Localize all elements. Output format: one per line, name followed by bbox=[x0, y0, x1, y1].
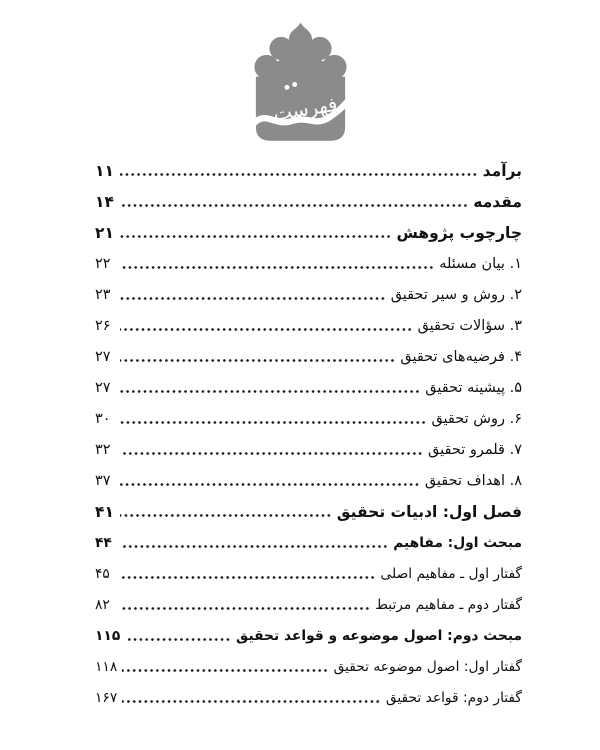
toc-entry-label: ۶. روش تحقیق bbox=[431, 410, 522, 427]
dotted-leader bbox=[120, 227, 391, 239]
toc-entry-page-number: ۲۱ bbox=[95, 223, 114, 242]
toc-entry-label: فصل اول: ادبیات تحقیق bbox=[336, 502, 522, 521]
toc-entry bbox=[95, 558, 522, 589]
toc-entry-label: گفتار دوم ـ مفاهیم مرتبط bbox=[375, 596, 522, 613]
dotted-leader bbox=[120, 506, 332, 518]
toc-entry bbox=[95, 310, 522, 341]
dotted-leader bbox=[120, 537, 388, 549]
dotted-leader bbox=[120, 165, 478, 177]
dotted-leader bbox=[120, 475, 420, 487]
toc-entry bbox=[95, 279, 522, 310]
dotted-leader bbox=[120, 444, 423, 456]
toc-entry-label: مبحث دوم: اصول موضوعه و قواعد تحقیق bbox=[236, 627, 522, 644]
toc-entry bbox=[95, 589, 522, 620]
toc-entry-label: چارچوب پژوهش bbox=[396, 223, 522, 242]
toc-entry bbox=[95, 341, 522, 372]
dotted-leader bbox=[120, 568, 376, 580]
toc-entry-page-number: ۱۱ bbox=[95, 161, 114, 180]
toc-entry bbox=[95, 465, 522, 496]
dotted-leader bbox=[120, 599, 370, 611]
toc-header-ornament bbox=[0, 0, 600, 143]
toc-entry-page-number: ۱۶۷ bbox=[95, 689, 118, 706]
toc-entry-label: ۱. بیان مسئله bbox=[439, 255, 522, 272]
toc-entry-label: ۳. سؤالات تحقیق bbox=[417, 317, 522, 334]
toc-entry bbox=[95, 651, 522, 682]
toc-entry bbox=[95, 403, 522, 434]
toc-entry-page-number: ۱۱۸ bbox=[95, 658, 118, 675]
toc-entry-label: برآمد bbox=[482, 161, 522, 180]
toc-entry-label: مقدمه bbox=[473, 192, 522, 211]
toc-entry bbox=[95, 496, 522, 527]
toc-entry bbox=[95, 682, 522, 713]
toc-entry-page-number: ۲۷ bbox=[95, 348, 111, 365]
toc-entry-page-number: ۴۵ bbox=[95, 565, 110, 582]
dome-ornament-icon bbox=[252, 22, 349, 143]
toc-entry-page-number: ۸۲ bbox=[95, 596, 110, 613]
toc-entry-page-number: ۳۰ bbox=[95, 410, 111, 427]
toc-entry-label: ۵. پیشینه تحقیق bbox=[425, 379, 522, 396]
toc-entry bbox=[95, 527, 522, 558]
dotted-leader bbox=[120, 258, 434, 270]
dotted-leader bbox=[122, 661, 328, 673]
toc-entry-page-number: ۱۱۵ bbox=[95, 627, 121, 644]
toc-entry bbox=[95, 248, 522, 279]
toc-entry bbox=[95, 434, 522, 465]
toc-entry-page-number: ۲۶ bbox=[95, 317, 111, 334]
dotted-leader bbox=[120, 196, 468, 208]
toc-list bbox=[95, 155, 522, 713]
toc-entry-page-number: ۳۲ bbox=[95, 441, 111, 458]
dotted-leader bbox=[120, 289, 386, 301]
toc-entry bbox=[95, 372, 522, 403]
toc-entry-page-number: ۲۷ bbox=[95, 379, 111, 396]
toc-entry-label: ۴. فرضیه‌های تحقیق bbox=[400, 348, 522, 365]
toc-entry-page-number: ۳۷ bbox=[95, 472, 111, 489]
toc-entry bbox=[95, 186, 522, 217]
toc-entry-label: گفتار دوم: قواعد تحقیق bbox=[385, 689, 522, 706]
toc-entry-page-number: ۲۳ bbox=[95, 286, 111, 303]
toc-entry-page-number: ۲۲ bbox=[95, 255, 111, 272]
toc-entry bbox=[95, 217, 522, 248]
toc-entry-label: ۲. روش و سیر تحقیق bbox=[390, 286, 522, 303]
dotted-leader bbox=[120, 351, 395, 363]
toc-entry-label: مبحث اول: مفاهیم bbox=[393, 534, 522, 551]
toc-entry bbox=[95, 620, 522, 651]
toc-entry-page-number: ۴۴ bbox=[95, 534, 112, 551]
toc-entry-label: گفتار اول: اصول موضوعه تحقیق bbox=[333, 658, 522, 675]
ornament-calligraphy-text: فهرست bbox=[271, 92, 339, 126]
dotted-leader bbox=[120, 382, 420, 394]
toc-entry-page-number: ۱۴ bbox=[95, 192, 114, 211]
toc-entry-page-number: ۴۱ bbox=[95, 502, 114, 521]
toc-entry-label: ۸. اهداف تحقیق bbox=[424, 472, 522, 489]
dotted-leader bbox=[120, 413, 426, 425]
toc-entry-label: ۷. قلمرو تحقیق bbox=[428, 441, 522, 458]
dotted-leader bbox=[120, 320, 413, 332]
toc-entry bbox=[95, 155, 522, 186]
dotted-leader bbox=[122, 692, 381, 704]
toc-entry-label: گفتار اول ـ مفاهیم اصلی bbox=[380, 565, 522, 582]
dotted-leader bbox=[125, 630, 231, 642]
